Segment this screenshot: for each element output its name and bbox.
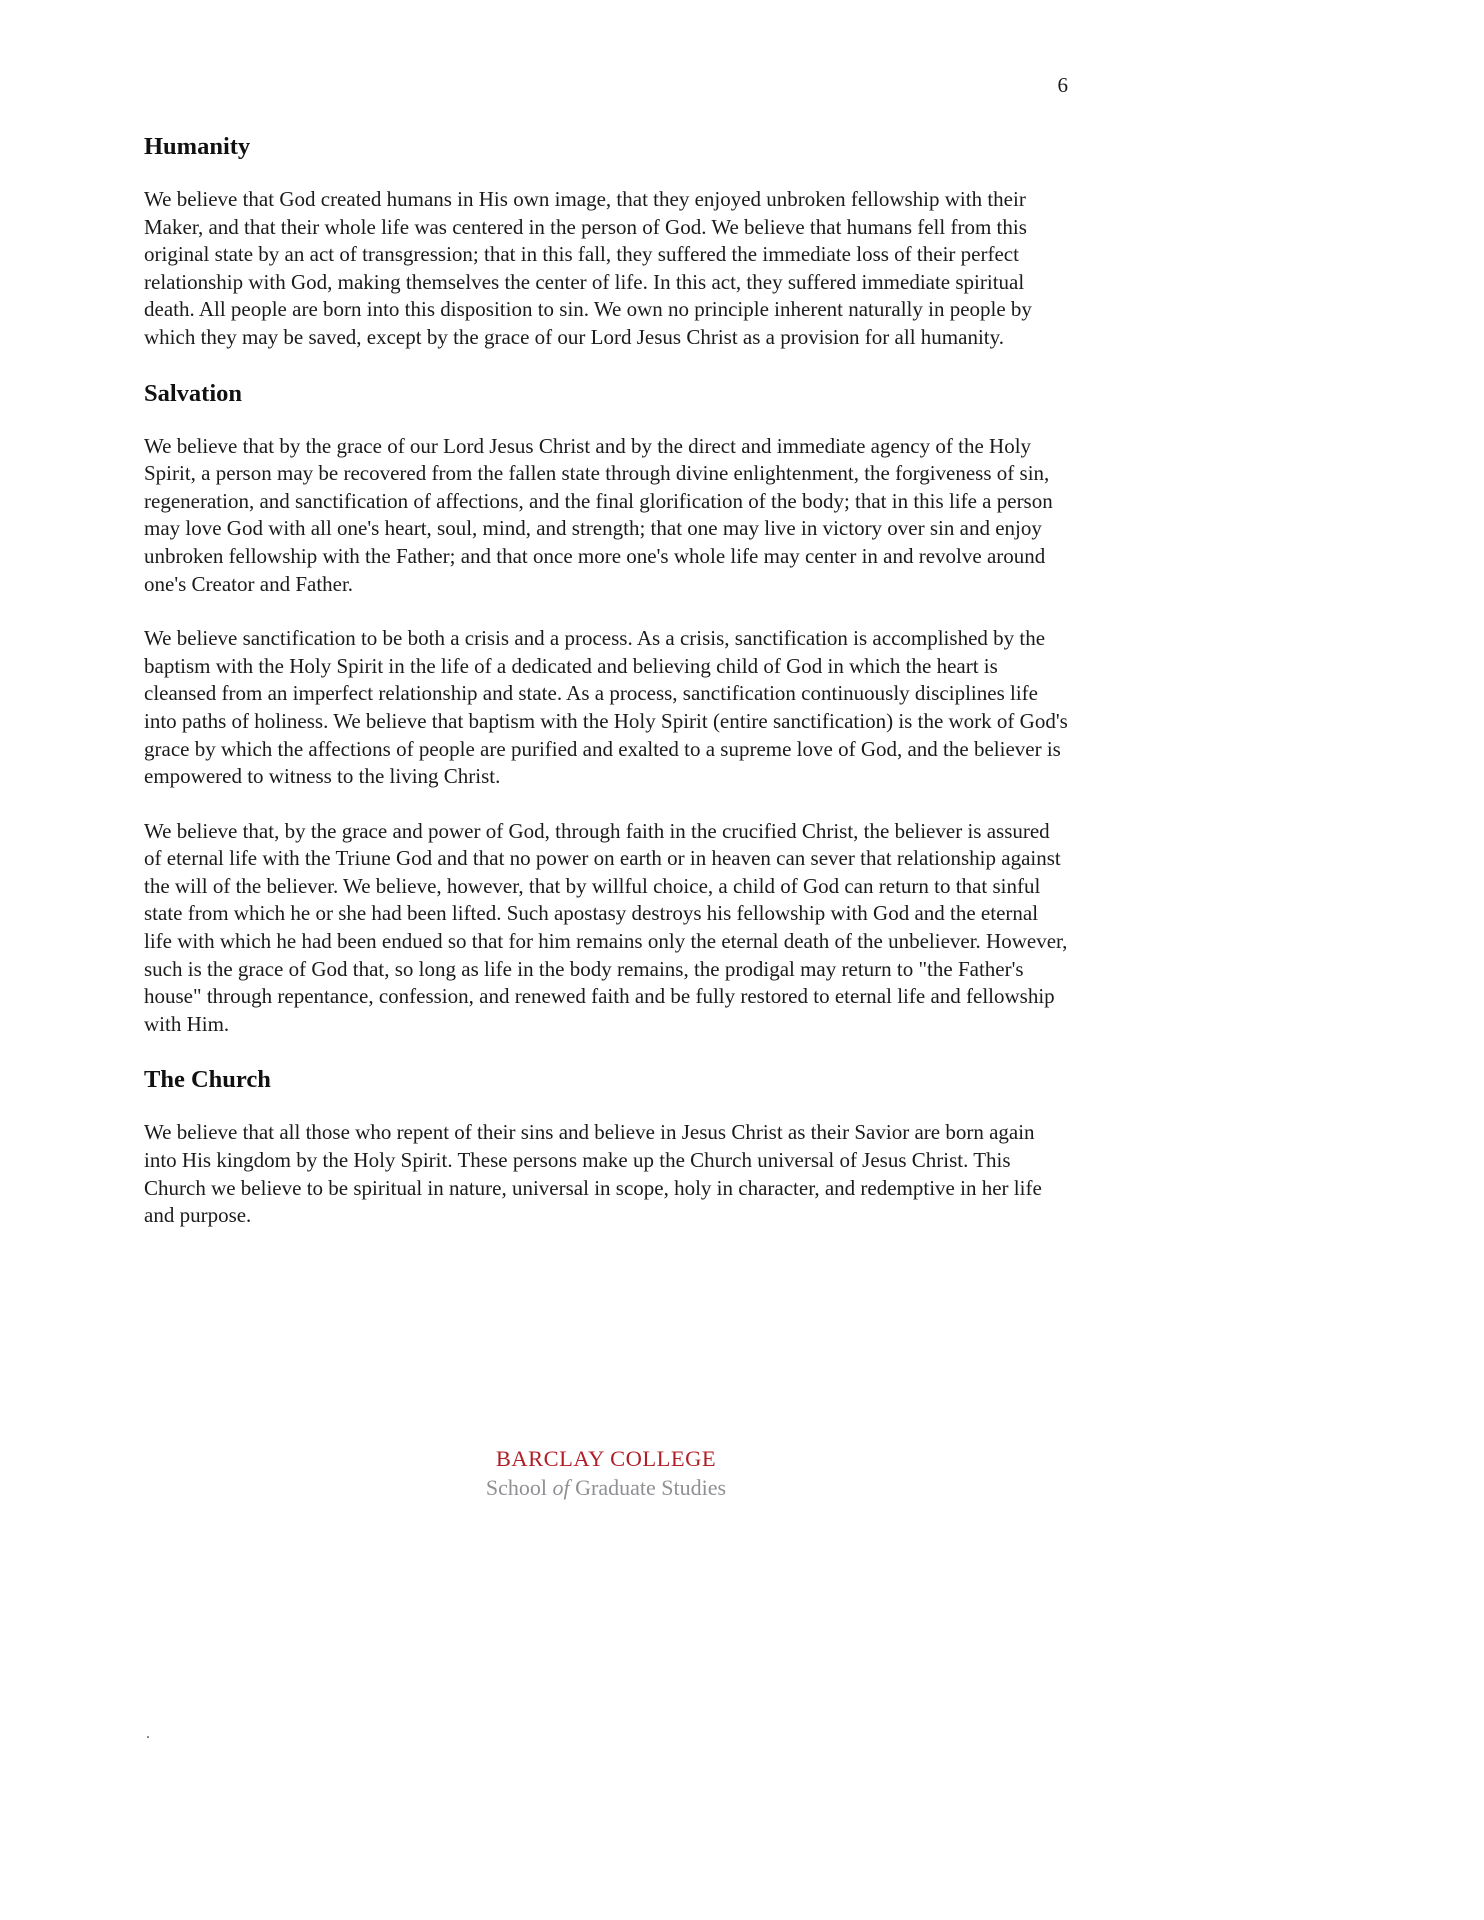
footer-school-pre: School: [485, 1475, 548, 1500]
stray-mark: .: [146, 1725, 150, 1742]
paragraph-salvation-3: We believe that, by the grace and power of God, through faith in the crucified Christ, the believer is assured of eternal life with the Triune God and that no power on earth or in heaven can sever that relationship against the will of the believer. We believe, however, that by willful choice, a child of God can return to that sinful state from which he or she had been lifted. Such apostasy destroys his fellowship with God and the eternal life with which he had been endued so that for him remains only the eternal death of the unbeliever. However, such is the grace of God that, so long as life in the body remains, the prodigal may return to "the Father's house" through repentance, confession, and renewed faith and be fully restored to eternal life and fellowship with Him.: [144, 818, 1068, 1036]
section-the-church: [144, 1065, 1068, 1229]
page-footer: [144, 1444, 1068, 1502]
paragraph-humanity-1: We believe that God created humans in His own image, that they enjoyed unbroken fellowship with their Maker, and that their whole life was centered in the person of God. We believe that humans fell from this original state by an act of transgression; that in this fall, they suffered the immediate loss of their perfect relationship with God, making themselves the center of life. In this act, they suffered immediate spiritual death. All people are born into this disposition to sin. We own no principle inherent naturally in people by which they may be saved, except by the grace of our Lord Jesus Christ as a provision for all humanity.: [144, 187, 1032, 349]
paragraph-salvation-2: We believe sanctification to be both a crisis and a process. As a crisis, sanctification is accomplished by the baptism with the Holy Spirit in the life of a dedicated and believing child of God in which the heart is cleansed from an imperfect relationship and state. As a process, sanctification continuously disciplines life into paths of holiness. We believe that baptism with the Holy Spirit (entire sanctification) is the work of God's grace by which the affections of people are purified and exalted to a supreme love of God, and the believer is empowered to witness to the living Christ.: [144, 626, 1068, 789]
section-heading-salvation: Salvation: [144, 379, 243, 407]
section-humanity: [144, 132, 1068, 352]
footer-college-name: BARCLAY COLLEGE: [495, 1446, 717, 1471]
section-heading-the-church: The Church: [144, 1066, 271, 1094]
footer-school-name: [144, 1474, 1068, 1502]
footer-school-of: of: [547, 1475, 576, 1500]
document-content: [144, 132, 1068, 1257]
page-number: 6: [1057, 73, 1068, 97]
footer-school-post: Graduate Studies: [575, 1475, 727, 1500]
paragraph-the-church-1: We believe that all those who repent of their sins and believe in Jesus Christ as their Savior are born again into His kingdom by the Holy Spirit. These persons make up the Church universal of Jesus Christ. This Church we believe to be spiritual in nature, universal in scope, holy in character, and redemptive in her life and purpose.: [144, 1120, 1042, 1228]
paragraph-salvation-1: We believe that by the grace of our Lord Jesus Christ and by the direct and immediate agency of the Holy Spirit, a person may be recovered from the fallen state through divine enlightenment, the forgiveness of sin, regeneration, and sanctification of affections, and the final glorification of the body; that in this life a person may love God with all one's heart, soul, mind, and strength; that one may live in victory over sin and enjoy unbroken fellowship with the Father; and that once more one's whole life may center in and revolve around one's Creator and Father.: [144, 433, 1053, 596]
section-salvation: [144, 379, 1068, 1039]
section-heading-humanity: Humanity: [144, 133, 251, 160]
